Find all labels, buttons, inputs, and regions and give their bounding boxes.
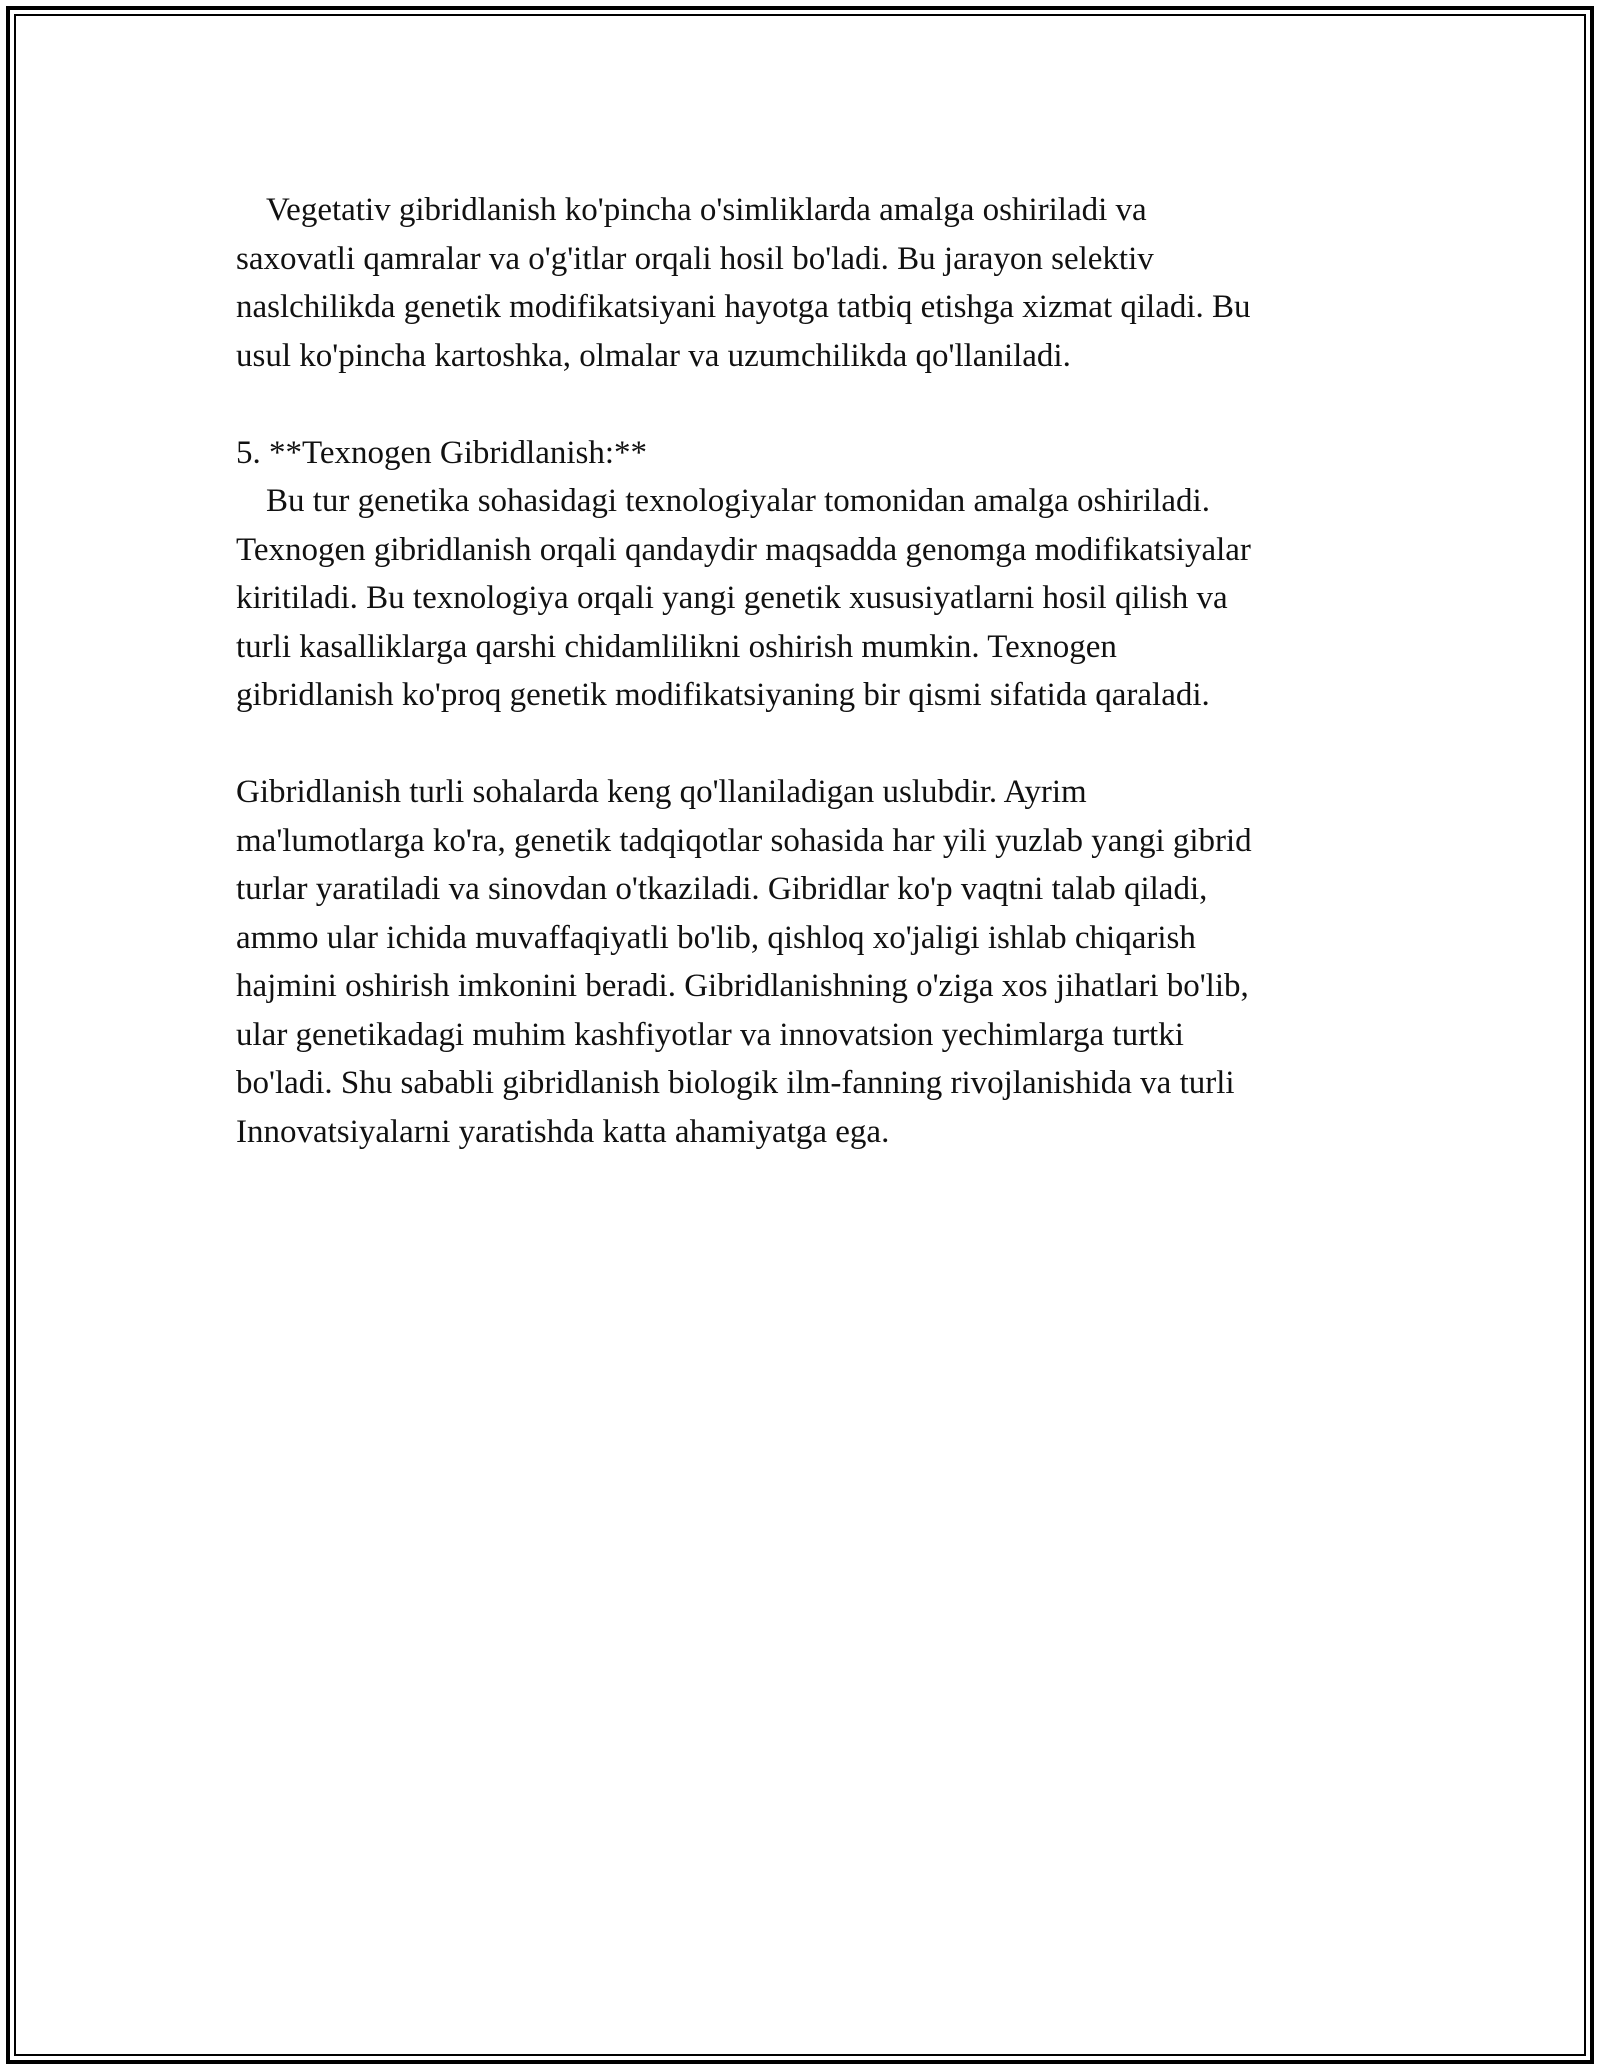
- section-heading-texnogen: 5. **Texnogen Gibridlanish:**: [236, 434, 648, 471]
- text-line: ular genetikadagi muhim kashfiyotlar va innovatsion yechimlarga turtki: [236, 1016, 1184, 1053]
- text-line: Innovatsiyalarni yaratishda katta ahamiyatga ega.: [236, 1113, 890, 1150]
- text-line: turlar yaratiladi va sinovdan o'tkaziladi. Gibridlar ko'p vaqtni talab qiladi,: [236, 871, 1208, 907]
- text-line: hajmini oshirish imkonini beradi. Gibridlanishning o'ziga xos jihatlari bo'lib,: [236, 968, 1249, 1004]
- text-line: Texnogen gibridlanish orqali qandaydir maqsadda genomga modifikatsiyalar: [236, 531, 1251, 568]
- text-line: bo'ladi. Shu sababli gibridlanish biologik ilm-fanning rivojlanishida va turli: [236, 1065, 1235, 1101]
- text-line: turli kasalliklarga qarshi chidamlilikni oshirish mumkin. Texnogen: [236, 628, 1117, 665]
- paragraph-gap: [236, 720, 1386, 769]
- text-line: ammo ular ichida muvaffaqiyatli bo'lib, qishloq xo'jaligi ishlab chiqarish: [236, 919, 1196, 956]
- paragraph-conclusion: [236, 768, 1386, 1156]
- text-line: Gibridlanish turli sohalarda keng qo'llaniladigan uslubdir. Ayrim: [236, 774, 1087, 810]
- paragraph-gap: [236, 380, 1386, 429]
- paragraph-vegetativ: [236, 186, 1386, 380]
- text-line: naslchilikda genetik modifikatsiyani hayotga tatbiq etishga xizmat qiladi. Bu: [236, 289, 1251, 325]
- text-line: Bu tur genetika sohasidagi texnologiyalar tomonidan amalga oshiriladi.: [266, 483, 1210, 519]
- text-line: gibridlanish ko'proq genetik modifikatsiyaning bir qismi sifatida qaraladi.: [236, 677, 1210, 713]
- paragraph-texnogen: [236, 477, 1386, 720]
- text-line: saxovatli qamralar va o'g'itlar orqali hosil bo'ladi. Bu jarayon selektiv: [236, 240, 1154, 277]
- text-line: ma'lumotlarga ko'ra, genetik tadqiqotlar sohasida har yili yuzlab yangi gibrid: [236, 822, 1252, 859]
- text-line: usul ko'pincha kartoshka, olmalar va uzumchilikda qo'llaniladi.: [236, 337, 1071, 374]
- text-line: Vegetativ gibridlanish ko'pincha o'simliklarda amalga oshiriladi va: [266, 192, 1147, 228]
- text-line: kiritiladi. Bu texnologiya orqali yangi genetik xususiyatlarni hosil qilish va: [236, 580, 1228, 616]
- document-body: [236, 186, 1386, 1156]
